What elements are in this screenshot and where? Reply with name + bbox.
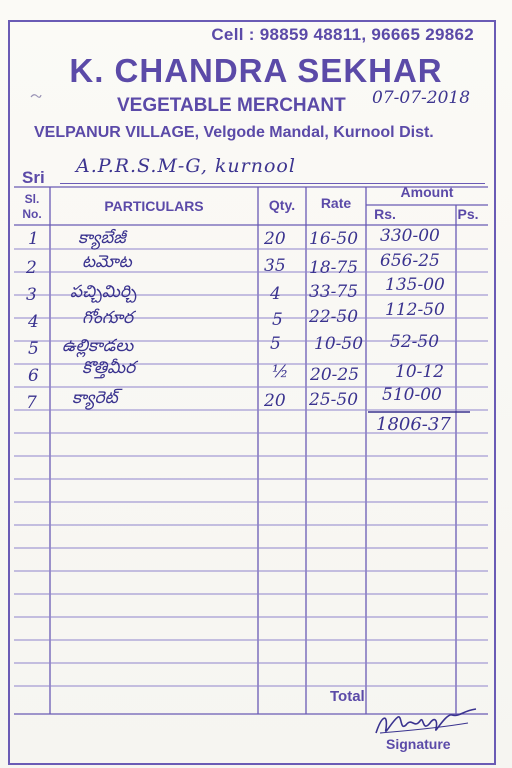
row-3-slno: 3 bbox=[26, 285, 37, 305]
row-5-rate: 10-50 bbox=[314, 334, 364, 354]
row-5-slno: 5 bbox=[28, 339, 39, 359]
col-header-slno: Sl. No. bbox=[22, 192, 42, 221]
bill-date: 07-07-2018 bbox=[372, 88, 471, 108]
phone-numbers: Cell : 98859 48811, 96665 29862 bbox=[211, 25, 474, 44]
row-6-qty: ½ bbox=[272, 362, 289, 382]
merchant-address: VELPANUR VILLAGE, Velgode Mandal, Kurnool Dist. bbox=[34, 124, 434, 141]
row-6-amount: 10-12 bbox=[395, 362, 445, 382]
row-2-amount: 656-25 bbox=[380, 251, 440, 271]
row-4-item: గోంగూర bbox=[82, 308, 134, 328]
row-2-slno: 2 bbox=[26, 258, 37, 278]
total-label: Total bbox=[330, 688, 365, 705]
row-1-slno: 1 bbox=[28, 229, 39, 249]
row-3-amount: 135-00 bbox=[385, 275, 445, 295]
row-7-amount: 510-00 bbox=[382, 385, 442, 405]
row-5-qty: 5 bbox=[270, 334, 281, 354]
row-4-rate: 22-50 bbox=[309, 307, 359, 327]
row-4-qty: 5 bbox=[272, 310, 283, 330]
col-header-rate: Rate bbox=[320, 195, 352, 211]
written-subtotal: 1806-37 bbox=[376, 414, 451, 435]
row-4-slno: 4 bbox=[28, 312, 39, 332]
row-5-amount: 52-50 bbox=[390, 332, 440, 352]
row-1-item: క్యాబేజీ bbox=[78, 228, 126, 248]
row-5-item: ఉల్లికాడలు bbox=[62, 336, 134, 356]
row-2-item: టమోట bbox=[82, 252, 132, 272]
row-7-item: క్యారెట్ bbox=[72, 388, 118, 408]
row-3-item: పచ్చిమిర్చి bbox=[70, 282, 137, 302]
row-6-item: కొత్తిమీర bbox=[82, 358, 136, 378]
row-6-slno: 6 bbox=[28, 366, 39, 386]
merchant-name: K. CHANDRA SEKHAR bbox=[69, 52, 443, 89]
col-header-rs: Rs. bbox=[374, 206, 396, 222]
business-type: VEGETABLE MERCHANT bbox=[117, 95, 346, 116]
col-header-qty: Qty. bbox=[268, 197, 296, 213]
row-6-rate: 20-25 bbox=[310, 365, 360, 385]
col-header-amount: Amount bbox=[400, 184, 454, 200]
row-1-rate: 16-50 bbox=[309, 229, 359, 249]
col-header-ps: Ps. bbox=[457, 206, 479, 222]
row-3-qty: 4 bbox=[270, 284, 281, 304]
row-7-qty: 20 bbox=[264, 391, 286, 411]
signature-scribble bbox=[372, 703, 482, 739]
row-1-amount: 330-00 bbox=[380, 226, 440, 246]
col-header-particulars: PARTICULARS bbox=[104, 198, 204, 214]
row-7-slno: 7 bbox=[26, 393, 37, 413]
row-4-amount: 112-50 bbox=[385, 300, 445, 320]
row-3-rate: 33-75 bbox=[309, 282, 359, 302]
row-7-rate: 25-50 bbox=[309, 390, 359, 410]
customer-name: A.P.R.S.M-G, kurnool bbox=[76, 155, 296, 177]
signature-label: Signature bbox=[386, 736, 451, 752]
customer-label: Sri bbox=[22, 168, 45, 187]
row-2-qty: 35 bbox=[264, 256, 286, 276]
row-1-qty: 20 bbox=[264, 229, 286, 249]
row-2-rate: 18-75 bbox=[309, 258, 359, 278]
